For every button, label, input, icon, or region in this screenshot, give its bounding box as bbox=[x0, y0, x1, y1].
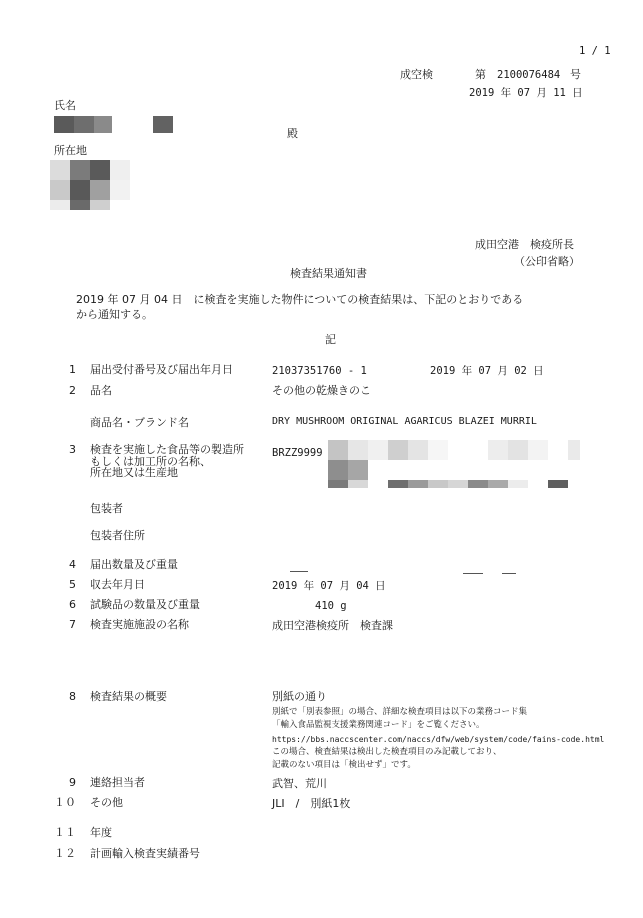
item-label-packer: 包装者 bbox=[90, 502, 123, 515]
note-line4: この場合、検査結果は検出した検査項目のみ記載しており、 bbox=[272, 747, 502, 757]
item-label-result-summary: 検査結果の概要 bbox=[90, 690, 167, 703]
sample-weight: 410 g bbox=[315, 600, 347, 612]
item-number: 3 bbox=[69, 443, 76, 456]
item-number: 4 bbox=[69, 558, 76, 571]
item-label-sample-quantity: 試験品の数量及び重量 bbox=[90, 598, 200, 611]
ki-heading: 記 bbox=[325, 333, 336, 346]
document-number: 2100076484 bbox=[497, 69, 561, 81]
facility-name: 成田空港検疫所 検査課 bbox=[272, 619, 393, 632]
item-number: １１ bbox=[54, 826, 76, 839]
item-number: 6 bbox=[69, 598, 76, 611]
intro-line1: 2019 年 07 月 04 日 に検査を実施した物件についての検査結果は、下記のとおりである bbox=[76, 293, 524, 306]
blank-line bbox=[502, 573, 516, 574]
item-number: １２ bbox=[54, 847, 76, 860]
item-label-contact: 連絡担当者 bbox=[90, 776, 145, 789]
issuer-line1: 成田空港 検疫所長 bbox=[475, 238, 574, 251]
item-label-facility: 検査実施施設の名称 bbox=[90, 618, 189, 631]
blank-line bbox=[290, 571, 308, 572]
note-line1: 別紙で「別表参照」の場合、詳細な検査項目は以下の業務コード集 bbox=[272, 707, 528, 717]
item-label-quantity: 届出数量及び重量 bbox=[90, 558, 178, 571]
item-label-notification-number: 届出受付番号及び届出年月日 bbox=[90, 363, 233, 376]
item-number: 1 bbox=[69, 363, 76, 376]
other-value: JLI / 別紙1枚 bbox=[272, 797, 351, 810]
notification-date: 2019 年 07 月 02 日 bbox=[430, 365, 544, 377]
item-label-other: その他 bbox=[90, 796, 123, 809]
item-label-collection-date: 収去年月日 bbox=[90, 578, 145, 591]
note-line5: 記載のない項目は「検出せず」です。 bbox=[272, 760, 416, 770]
honorific: 殿 bbox=[287, 127, 298, 140]
dai-label: 第 bbox=[475, 68, 486, 81]
item-label-manufacturer-2: もしくは加工所の名称、 bbox=[90, 455, 211, 468]
issue-date: 2019 年 07 月 11 日 bbox=[469, 87, 583, 99]
item-label-manufacturer-1: 検査を実施した食品等の製造所 bbox=[90, 443, 244, 456]
brand-name: DRY MUSHROOM ORIGINAL AGARICUS BLAZEI MURRIL bbox=[272, 416, 537, 427]
item-number: 8 bbox=[69, 690, 76, 703]
manufacturer-code: BRZZ9999 bbox=[272, 447, 323, 459]
item-label-brand: 商品名・ブランド名 bbox=[90, 416, 189, 429]
address-label: 所在地 bbox=[54, 144, 87, 157]
intro-line2: から通知する。 bbox=[76, 308, 153, 321]
item-label-manufacturer-3: 所在地又は生産地 bbox=[90, 466, 178, 479]
item-number: 2 bbox=[69, 384, 76, 397]
notification-number: 21037351760 - 1 bbox=[272, 365, 367, 377]
item-number: 7 bbox=[69, 618, 76, 631]
product-name: その他の乾燥きのこ bbox=[272, 384, 371, 397]
item-label-packer-address: 包装者住所 bbox=[90, 529, 145, 542]
item-number: 5 bbox=[69, 578, 76, 591]
item-number: １０ bbox=[54, 796, 76, 809]
document-title: 検査結果通知書 bbox=[290, 267, 367, 280]
result-summary: 別紙の通り bbox=[272, 690, 327, 703]
name-label: 氏名 bbox=[54, 99, 76, 112]
page-number: 1 / 1 bbox=[579, 45, 611, 57]
issuer-seal-note: （公印省略） bbox=[514, 255, 580, 268]
office-label: 成空検 bbox=[400, 68, 433, 81]
blank-line bbox=[463, 573, 483, 574]
item-label-product-name: 品名 bbox=[90, 384, 112, 397]
item-number: 9 bbox=[69, 776, 76, 789]
item-label-fiscal-year: 年度 bbox=[90, 826, 112, 839]
collection-date: 2019 年 07 月 04 日 bbox=[272, 580, 386, 592]
item-label-planned-import: 計画輸入検査実績番号 bbox=[90, 847, 200, 860]
gou-label: 号 bbox=[570, 68, 581, 81]
note-line2: 「輸入食品監視支援業務関連コード」をご覧ください。 bbox=[272, 720, 485, 730]
contact-persons: 武智、荒川 bbox=[272, 777, 327, 790]
note-url: https://bbs.naccscenter.com/naccs/dfw/web/system/code/fains-code.html bbox=[272, 735, 605, 744]
